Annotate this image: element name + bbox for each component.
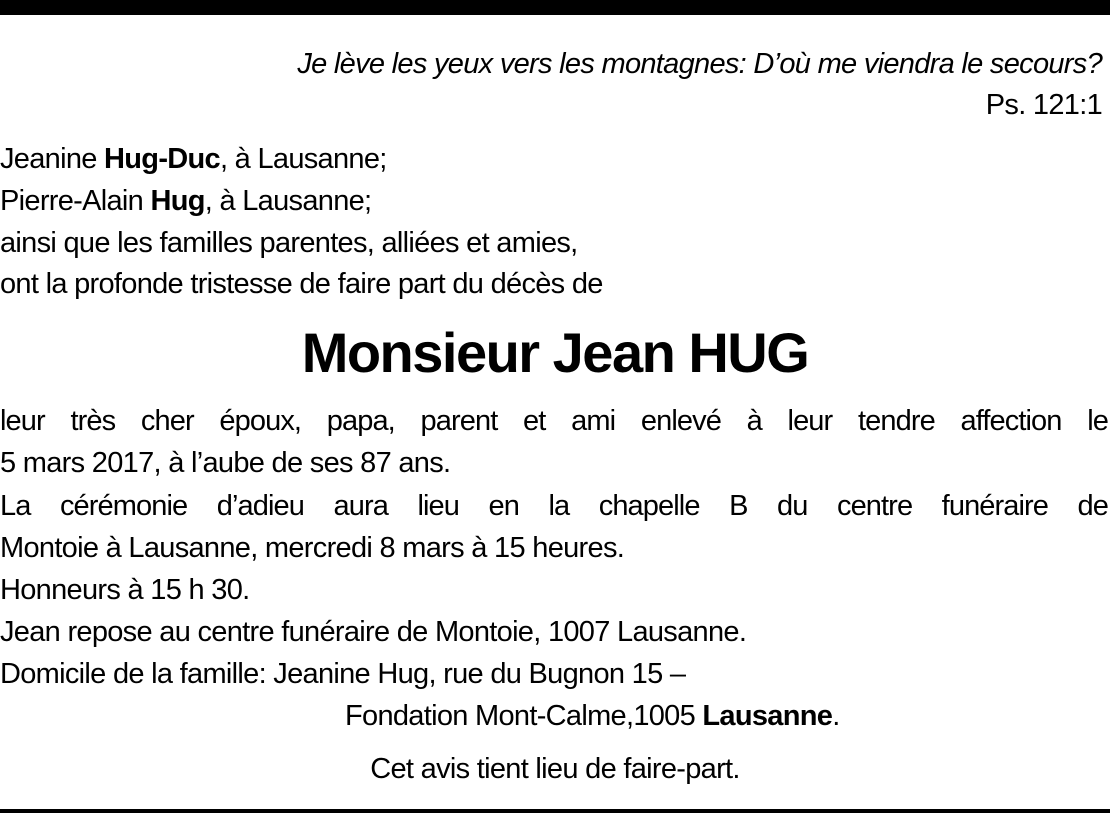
body-line: La cérémonie d’adieu aura lieu en la chapelle B du centre funéraire de xyxy=(0,490,1108,522)
address-line xyxy=(345,699,840,733)
mourner-location: , à Lausanne; xyxy=(219,143,387,175)
address-prefix: Fondation Mont-Calme,1005 xyxy=(345,700,703,732)
mourner-line xyxy=(0,142,387,176)
closing-note: Cet avis tient lieu de faire-part. xyxy=(370,753,740,785)
body-line: Jean repose au centre funéraire de Montoie, 1007 Lausanne. xyxy=(0,616,747,648)
body-line: Honneurs à 15 h 30. xyxy=(0,574,250,606)
body-line: Montoie à Lausanne, mercredi 8 mars à 15 heures. xyxy=(0,532,625,564)
deceased-name: Monsieur Jean HUG xyxy=(301,321,809,384)
mourner-first-name: Pierre-Alain xyxy=(0,185,151,217)
body-line: 5 mars 2017, à l’aube de ses 87 ans. xyxy=(0,447,451,479)
mourner-surname: Hug xyxy=(150,185,205,217)
body-line: leur très cher époux, papa, parent et ami enlevé à leur tendre affection le xyxy=(0,405,1108,437)
mourner-surname: Hug-Duc xyxy=(104,143,220,175)
verse-reference: Ps. 121:1 xyxy=(985,89,1102,121)
mourner-first-name: Jeanine xyxy=(0,143,105,175)
announcement-line: ont la profonde tristesse de faire part du décès de xyxy=(0,268,603,300)
mourner-location: , à Lausanne; xyxy=(204,185,372,217)
address-city: Lausanne xyxy=(702,700,833,732)
bible-verse: Je lève les yeux vers les montagnes: D’où me viendra le secours? xyxy=(297,48,1102,80)
address-suffix: . xyxy=(832,700,840,732)
bottom-border-rule xyxy=(0,809,1110,813)
mourner-line xyxy=(0,184,371,218)
top-border-rule xyxy=(0,0,1110,15)
body-line: Domicile de la famille: Jeanine Hug, rue du Bugnon 15 – xyxy=(0,658,686,690)
families-line: ainsi que les familles parentes, alliées et amies, xyxy=(0,227,578,259)
